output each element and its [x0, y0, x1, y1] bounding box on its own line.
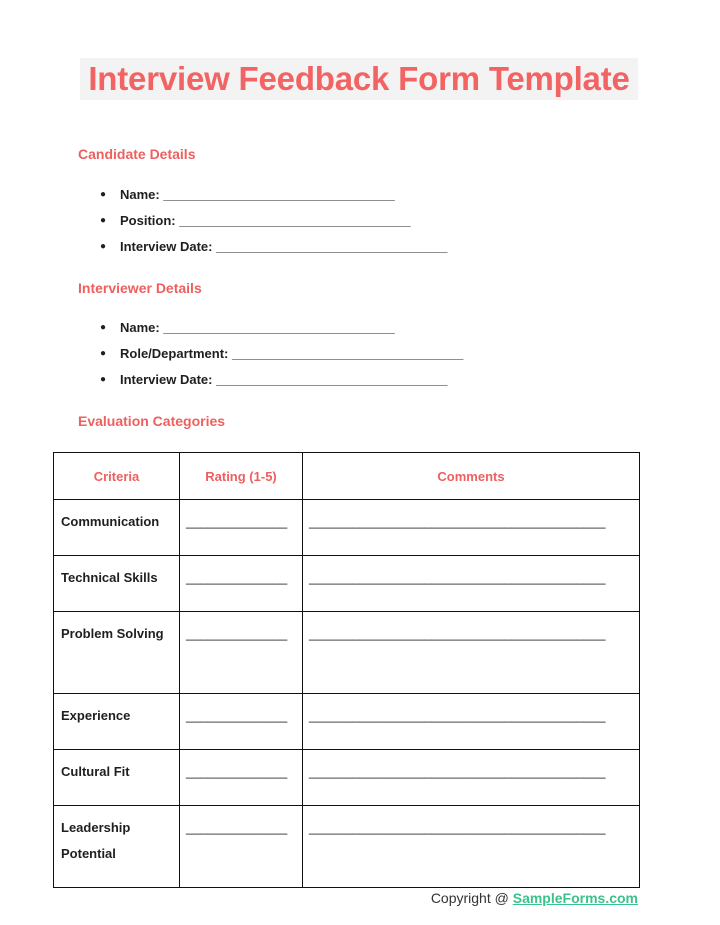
criteria-column-header: Criteria	[54, 453, 180, 500]
interviewer-interview-date-field[interactable]: Interview Date: ________________________________	[120, 372, 448, 387]
bullet-icon: ●	[100, 348, 107, 359]
candidate-details-list	[78, 182, 447, 260]
criteria-cell: Experience	[54, 694, 180, 750]
list-item	[78, 182, 447, 208]
sampleforms-link[interactable]: SampleForms.com	[512, 890, 638, 906]
rating-cell[interactable]: ______________	[180, 694, 303, 750]
interviewer-details-heading: Interviewer Details	[78, 280, 202, 296]
criteria-cell: Leadership Potential	[54, 806, 180, 888]
rating-cell[interactable]: ______________	[180, 500, 303, 556]
candidate-details-heading: Candidate Details	[78, 146, 196, 162]
comments-cell[interactable]: _________________________________________	[303, 694, 640, 750]
criteria-cell: Technical Skills	[54, 556, 180, 612]
table-row	[54, 500, 640, 556]
interviewer-name-field[interactable]: Name: ________________________________	[120, 320, 395, 335]
interviewer-role-field[interactable]: Role/Department: ________________________________	[120, 346, 464, 361]
bullet-icon: ●	[100, 189, 107, 200]
criteria-cell: Problem Solving	[54, 612, 180, 694]
comments-cell[interactable]: _________________________________________	[303, 806, 640, 888]
bullet-icon: ●	[100, 241, 107, 252]
list-item	[78, 208, 447, 234]
bullet-icon: ●	[100, 215, 107, 226]
table-row	[54, 556, 640, 612]
rating-cell[interactable]: ______________	[180, 750, 303, 806]
title-banner	[80, 58, 638, 100]
bullet-icon: ●	[100, 322, 107, 333]
bullet-icon: ●	[100, 374, 107, 385]
evaluation-categories-heading: Evaluation Categories	[78, 413, 226, 429]
criteria-cell: Communication	[54, 500, 180, 556]
rating-cell[interactable]: ______________	[180, 612, 303, 694]
interviewer-details-list	[78, 315, 463, 393]
comments-cell[interactable]: _________________________________________	[303, 500, 640, 556]
comments-cell[interactable]: _________________________________________	[303, 612, 640, 694]
list-item	[78, 234, 447, 260]
copyright-footer	[431, 890, 638, 906]
table-row	[54, 806, 640, 888]
candidate-interview-date-field[interactable]: Interview Date: ________________________________	[120, 239, 448, 254]
table-row	[54, 694, 640, 750]
list-item	[78, 341, 463, 367]
list-item	[78, 367, 463, 393]
copyright-text: Copyright @	[430, 890, 513, 906]
criteria-cell: Cultural Fit	[54, 750, 180, 806]
table-row	[54, 750, 640, 806]
rating-cell[interactable]: ______________	[180, 806, 303, 888]
candidate-name-field[interactable]: Name: ________________________________	[120, 187, 395, 202]
list-item	[78, 315, 463, 341]
table-header-row	[54, 453, 640, 500]
rating-cell[interactable]: ______________	[180, 556, 303, 612]
comments-cell[interactable]: _________________________________________	[303, 556, 640, 612]
table-row	[54, 612, 640, 694]
comments-column-header: Comments	[303, 453, 640, 500]
page-title: Interview Feedback Form Template	[88, 60, 630, 97]
rating-column-header: Rating (1-5)	[180, 453, 303, 500]
candidate-position-field[interactable]: Position: ________________________________	[120, 213, 411, 228]
evaluation-table	[53, 452, 640, 888]
comments-cell[interactable]: _________________________________________	[303, 750, 640, 806]
